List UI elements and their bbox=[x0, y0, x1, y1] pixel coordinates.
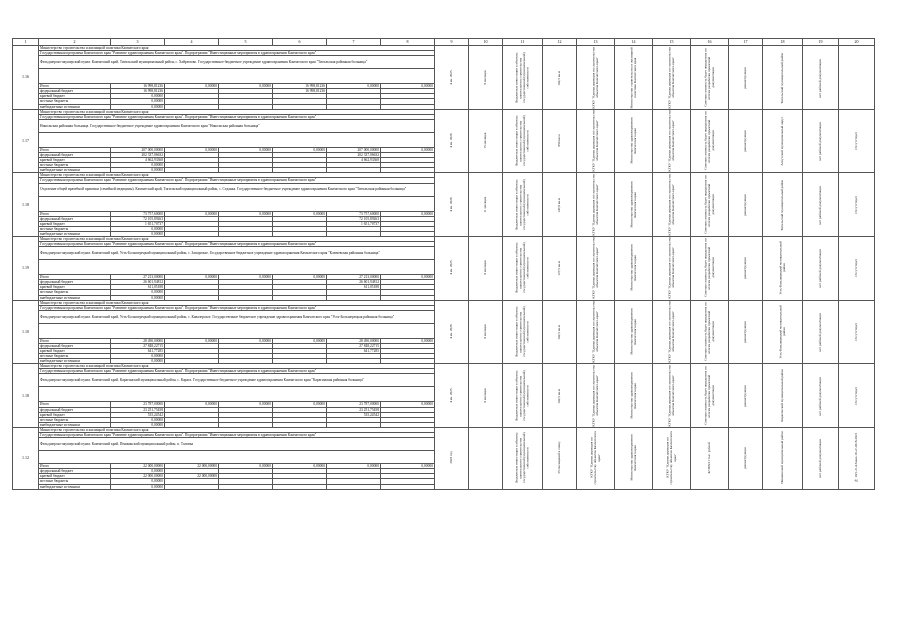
funding-source-label: Итого bbox=[39, 338, 111, 343]
column-number-16: 16 bbox=[691, 39, 729, 46]
column-number-15: 15 bbox=[653, 39, 691, 46]
col-c14: Министерство строительства и жилищной политики Камчатского края bbox=[615, 46, 653, 110]
amount-c6: 16 998,81236 bbox=[273, 89, 327, 94]
column-number-17: 17 bbox=[729, 39, 763, 46]
column-number-row bbox=[13, 39, 875, 46]
col-c10: 8 месяцев bbox=[469, 236, 503, 300]
funding-source-label: местные бюджеты bbox=[39, 354, 111, 359]
column-number-5: 5 bbox=[219, 39, 273, 46]
amount-c3: 0,00000 bbox=[111, 359, 165, 364]
funding-source-label: краевой бюджет bbox=[39, 94, 111, 99]
col-c17: реконструкция bbox=[729, 109, 763, 173]
col-c10 bbox=[469, 427, 503, 489]
amount-c7: 202 337,06632 bbox=[327, 152, 381, 157]
funding-source-label: внебюджетные источники bbox=[39, 168, 111, 173]
amount-c7: 23 251,75458 bbox=[327, 407, 381, 412]
amount-c3: 27 213,00000 bbox=[111, 275, 165, 280]
amount-c3: 207 000,00000 bbox=[111, 147, 165, 152]
row-number: 1.16 bbox=[13, 46, 39, 110]
row-number: 1.19 bbox=[13, 236, 39, 300]
funding-source-label: федеральный бюджет bbox=[39, 216, 111, 221]
col-c12: 127,5 кв.м bbox=[543, 236, 577, 300]
program-name: Государственная программа Камчатского края "Развитие здравоохранения Камчатского края". Подпрограмма "Инвестиционные мероприятия в здравоохранении Камчатского края" bbox=[39, 114, 435, 119]
funding-source-label: местные бюджеты bbox=[39, 163, 111, 168]
col-c19: нет рабочей документации bbox=[803, 236, 839, 300]
col-c9: 4 кв. 2025 bbox=[435, 236, 469, 300]
funding-source-label: Итого bbox=[39, 147, 111, 152]
object-name: Никольская районная больница. Государственное бюджетное учреждение здравоохранения Камчатского края "Никольская районная больница" bbox=[39, 119, 435, 132]
column-number-2: 2 bbox=[39, 39, 111, 46]
amount-c4: 22 000,00000 bbox=[165, 474, 219, 479]
col-c17: реконструкция bbox=[729, 236, 763, 300]
amount-c3: 1 651,70737 bbox=[111, 221, 165, 226]
col-c12: 25 посещений в смену bbox=[543, 427, 577, 489]
program-name: Государственная программа Камчатского края "Развитие здравоохранения Камчатского края". Подпрограмма "Инвестиционные мероприятия в здравоохранении Камчатского края" bbox=[39, 369, 435, 374]
funding-source-label: Итого bbox=[39, 275, 111, 280]
col-c11: Бюджетные инвестиции в объекты капитального строительства государственной (муниципальной) собственности bbox=[503, 427, 543, 489]
col-c13: КГКУ "Единая дирекция по строительству объектов Камчатского края" bbox=[577, 109, 615, 173]
column-number-1: 1 bbox=[13, 39, 39, 46]
amount-c6: 0,00000 bbox=[273, 402, 327, 407]
amount-c7: 26 601,94812 bbox=[327, 280, 381, 285]
col-c19: нет рабочей документации bbox=[803, 46, 839, 110]
program-name: Государственная программа Камчатского края "Развитие здравоохранения Камчатского края". Подпрограмма "Инвестиционные мероприятия в здравоохранении Камчатского края" bbox=[39, 178, 435, 183]
col-c14: Министерство здравоохранения Камчатского края bbox=[615, 427, 653, 489]
funding-source-label: федеральный бюджет bbox=[39, 152, 111, 157]
funding-source-label: Итого bbox=[39, 464, 111, 469]
amount-c5: 0,00000 bbox=[219, 84, 273, 89]
amount-c3: 641,77285 bbox=[111, 349, 165, 354]
block-org-row bbox=[13, 300, 875, 305]
amount-c7 bbox=[327, 484, 381, 489]
col-c20: Отсутствует bbox=[839, 109, 875, 173]
spacer-cell bbox=[39, 196, 435, 211]
col-c11: Бюджетные инвестиции в объекты капитального строительства государственной (муниципальной) собственности bbox=[503, 364, 543, 428]
spacer-cell bbox=[39, 387, 435, 402]
amount-c5: 0,00000 bbox=[219, 402, 273, 407]
funding-source-label: Итого bbox=[39, 84, 111, 89]
col-c16: Сметная стоимость будет определена по итогам разработки проектной документации bbox=[691, 300, 729, 364]
block-org-row bbox=[13, 236, 875, 241]
col-c17: реконструкция bbox=[729, 364, 763, 428]
column-number-20: 20 bbox=[839, 39, 875, 46]
funding-source-label: местные бюджеты bbox=[39, 479, 111, 484]
spacer-cell bbox=[39, 323, 435, 338]
funding-source-label: внебюджетные источники bbox=[39, 359, 111, 364]
col-c10: 11 месяцев bbox=[469, 173, 503, 237]
amount-c3: 0,00000 bbox=[111, 469, 165, 474]
funding-source-label: краевой бюджет bbox=[39, 412, 111, 417]
col-c11: Бюджетные инвестиции в объекты капитального строительства государственной (муниципальной) собственности bbox=[503, 109, 543, 173]
col-c17: реконструкция bbox=[729, 46, 763, 110]
amount-c3: 27 848,22715 bbox=[111, 343, 165, 348]
amount-c6: 0,00000 bbox=[273, 464, 327, 469]
amount-c4: 0,00000 bbox=[165, 211, 219, 216]
amount-c3: 0,00000 bbox=[111, 422, 165, 427]
column-number-9: 9 bbox=[435, 39, 469, 46]
funding-source-label: федеральный бюджет bbox=[39, 89, 111, 94]
amount-c4: 0,00000 bbox=[165, 275, 219, 280]
column-number-19: 19 bbox=[803, 39, 839, 46]
amount-c3: 0,00000 bbox=[111, 104, 165, 109]
col-c9: 4 кв. 2026 bbox=[435, 300, 469, 364]
col-c15: КГКУ "Единая дирекция по строительству объектов Камчатского края" bbox=[653, 173, 691, 237]
col-c15: КГКУ "Единая дирекция по строительству объектов Камчатского края" bbox=[653, 300, 691, 364]
col-c15: КГКУ "Единая дирекция по строительству объектов Камчатского края" bbox=[653, 427, 691, 489]
funding-source-label: краевой бюджет bbox=[39, 221, 111, 226]
funding-source-label: краевой бюджет bbox=[39, 285, 111, 290]
col-c12: 102,5 кв.м bbox=[543, 300, 577, 364]
spreadsheet bbox=[12, 38, 860, 490]
col-c15: КГКУ "Единая дирекция по строительству объектов Камчатского края" bbox=[653, 109, 691, 173]
funding-source-label: краевой бюджет bbox=[39, 349, 111, 354]
col-c11: Бюджетные инвестиции в объекты капитального строительства государственной (муниципальной) собственности bbox=[503, 46, 543, 110]
amount-c8 bbox=[381, 484, 435, 489]
org-name: Министерство строительства и жилищной политики Камчатского края bbox=[39, 236, 435, 241]
amount-c5: 0,00000 bbox=[219, 464, 273, 469]
funding-source-label: краевой бюджет bbox=[39, 474, 111, 479]
spacer-cell bbox=[39, 451, 435, 464]
amount-c6: 0,00000 bbox=[273, 275, 327, 280]
row-number: 1.10 bbox=[13, 300, 39, 364]
row-number: 1.12 bbox=[13, 427, 39, 489]
col-c19: нет рабочей документации bbox=[803, 427, 839, 489]
col-c17: реконструкция bbox=[729, 427, 763, 489]
col-c17: реконструкция bbox=[729, 300, 763, 364]
col-c13: КГКУ "Единая дирекция по строительству объектов Камчатского края" bbox=[577, 236, 615, 300]
column-number-13: 13 bbox=[577, 39, 615, 46]
col-c16: Сметная стоимость будет определена по итогам разработки проектной документации bbox=[691, 364, 729, 428]
amount-c3: 0,00000 bbox=[111, 231, 165, 236]
amount-c3: 0,00000 bbox=[111, 290, 165, 295]
amount-c4 bbox=[165, 484, 219, 489]
program-name: Государственная программа Камчатского края "Развитие здравоохранения Камчатского края". Подпрограмма "Инвестиционные мероприятия в здравоохранении Камчатского края" bbox=[39, 51, 435, 56]
col-c20: Отсутствует bbox=[839, 364, 875, 428]
col-c16: Сметная стоимость будет определена по итогам разработки проектной документации bbox=[691, 109, 729, 173]
col-c14: Министерство здравоохранения Камчатского края bbox=[615, 236, 653, 300]
funding-source-label: федеральный бюджет bbox=[39, 407, 111, 412]
funding-source-label: местные бюджеты bbox=[39, 417, 111, 422]
amount-c8: 0,00000 bbox=[381, 211, 435, 216]
funding-source-label: внебюджетные источники bbox=[39, 295, 111, 300]
col-c9: 4 кв. 2025 bbox=[435, 364, 469, 428]
col-c18: Тигильский муниципальный район bbox=[763, 46, 803, 110]
funding-source-label: внебюджетные источники bbox=[39, 104, 111, 109]
amount-c3: 26 601,94812 bbox=[111, 280, 165, 285]
amount-c7: 73 757,60000 bbox=[327, 211, 381, 216]
funding-source-label: краевой бюджет bbox=[39, 158, 111, 163]
col-c20: Отсутствует bbox=[839, 300, 875, 364]
amount-c4: 0,00000 bbox=[165, 338, 219, 343]
amount-c5: 0,00000 bbox=[219, 211, 273, 216]
amount-c8: 0,00000 bbox=[381, 84, 435, 89]
col-c12: 102,5 кв.м bbox=[543, 364, 577, 428]
col-c18: Усть-Большерецкий муниципальный район bbox=[763, 300, 803, 364]
amount-c6: 0,00000 bbox=[273, 211, 327, 216]
col-c16: Сметная стоимость будет определена по итогам разработки проектной документации bbox=[691, 236, 729, 300]
amount-c3: 28 490,00000 bbox=[111, 338, 165, 343]
col-c17: реконструкция bbox=[729, 173, 763, 237]
amount-c7: 1 651,70737 bbox=[327, 221, 381, 226]
funding-source-label: Итого bbox=[39, 211, 111, 216]
col-c11: Бюджетные инвестиции в объекты капитального строительства государственной (муниципальной) собственности bbox=[503, 300, 543, 364]
amount-c7: 23 787,00000 bbox=[327, 402, 381, 407]
col-c9: 4 кв. 2026 bbox=[435, 173, 469, 237]
col-c15: КГКУ "Единая дирекция по строительству объектов Камчатского края" bbox=[653, 236, 691, 300]
amount-c6: 0,00000 bbox=[273, 147, 327, 152]
col-c16: Сметная стоимость будет определена по итогам разработки проектной документации bbox=[691, 173, 729, 237]
amount-c3: 73 757,60000 bbox=[111, 211, 165, 216]
col-c13: КГКУ "Единая дирекция по строительству объектов Камчатского края" bbox=[577, 173, 615, 237]
amount-c3: 23 787,00000 bbox=[111, 402, 165, 407]
column-number-10: 10 bbox=[469, 39, 503, 46]
object-name: Фельдшерско-акушерский пункт. Камчатский край, Карагинский муниципальный район, с. Карага. Государственное бюджетное учреждение здравоохранения Камчатского края "Карагинская районная больница" bbox=[39, 374, 435, 387]
col-c20: № 10/1-2/-4 Заказ-16-2/-2018-2021 bbox=[839, 427, 875, 489]
col-c18: Тигильский муниципальный район bbox=[763, 173, 803, 237]
funding-source-label: местные бюджеты bbox=[39, 290, 111, 295]
block-org-row bbox=[13, 364, 875, 369]
funding-source-label: Итого bbox=[39, 402, 111, 407]
col-c14: Министерство здравоохранения Камчатского края bbox=[615, 300, 653, 364]
funding-source-label: внебюджетные источники bbox=[39, 422, 111, 427]
object-name: Отделение общей врачебной практики (семейной медицины). Камчатский край, Тигильский муниципальный район, с. Седанка. Государственное бюджетное учреждение здравоохранения Камчатского края "Тигильская районная больница" bbox=[39, 183, 435, 196]
col-c13: КГКУ "Единая дирекция по строительству объектов Камчатского края" bbox=[577, 427, 615, 489]
amount-c3: 16 998,81236 bbox=[111, 89, 165, 94]
amount-c7: 28 490,00000 bbox=[327, 338, 381, 343]
amount-c8: 0,00000 bbox=[381, 338, 435, 343]
program-name: Государственная программа Камчатского края "Развитие здравоохранения Камчатского края". Подпрограмма "Инвестиционные мероприятия в здравоохранении Камчатского края" bbox=[39, 433, 435, 438]
column-number-11: 11 bbox=[503, 39, 543, 46]
funding-source-label: федеральный бюджет bbox=[39, 469, 111, 474]
amount-c3: 0,00000 bbox=[111, 484, 165, 489]
amount-c6: 16 998,81236 bbox=[273, 84, 327, 89]
object-name: Фельдшерско-акушерский пункт. Камчатский край, Пенжинский муниципальный район, п. Таловка bbox=[39, 438, 435, 451]
amount-c6 bbox=[273, 484, 327, 489]
amount-c3: 0,00000 bbox=[111, 163, 165, 168]
funding-source-label: федеральный бюджет bbox=[39, 343, 111, 348]
program-name: Государственная программа Камчатского края "Развитие здравоохранения Камчатского края". Подпрограмма "Инвестиционные мероприятия в здравоохранении Камчатского края" bbox=[39, 242, 435, 247]
amount-c7: 611,05188 bbox=[327, 285, 381, 290]
col-c15: КГКУ "Единая дирекция по строительству объектов Камчатского края" bbox=[653, 364, 691, 428]
amount-c3: 0,00000 bbox=[111, 226, 165, 231]
object-name: Фельдшерско-акушерский пункт. Камчатский край, Тигильский муниципальный район, с. Хайрюзово. Государственное бюджетное учреждение здравоохранения Камчатского края "Тигильская районная больница" bbox=[39, 56, 435, 69]
amount-c5: 0,00000 bbox=[219, 338, 273, 343]
row-number: 1.18 bbox=[13, 173, 39, 237]
funding-source-label: внебюджетные источники bbox=[39, 484, 111, 489]
amount-c5 bbox=[219, 484, 273, 489]
amount-c4: 22 000,00000 bbox=[165, 464, 219, 469]
amount-c5: 0,00000 bbox=[219, 147, 273, 152]
col-c9: 4 кв. 2025 bbox=[435, 46, 469, 110]
col-c16: Сметная стоимость будет определена по итогам разработки проектной документации bbox=[691, 46, 729, 110]
column-number-8: 8 bbox=[381, 39, 435, 46]
amount-c3: 16 998,81236 bbox=[111, 84, 165, 89]
amount-c7: 0,00000 bbox=[327, 464, 381, 469]
col-c12: 147,8 кв.м bbox=[543, 173, 577, 237]
amount-c3: 0,00000 bbox=[111, 168, 165, 173]
column-number-18: 18 bbox=[763, 39, 803, 46]
amount-c5: 0,00000 bbox=[219, 275, 273, 280]
amount-c3: 0,00000 bbox=[111, 479, 165, 484]
org-name: Министерство строительства и жилищной политики Камчатского края bbox=[39, 427, 435, 432]
amount-c8: 0,00000 bbox=[381, 275, 435, 280]
amount-c8: 0,00000 bbox=[381, 464, 435, 469]
amount-c7: 535,24542 bbox=[327, 412, 381, 417]
col-c14: Министерство здравоохранения Камчатского края bbox=[615, 109, 653, 173]
row-number: 1.17 bbox=[13, 109, 39, 173]
amount-c7: 0,00000 bbox=[327, 84, 381, 89]
amount-c7: 207 000,00000 bbox=[327, 147, 381, 152]
column-number-6: 6 bbox=[273, 39, 327, 46]
amount-c7: 27 848,22715 bbox=[327, 343, 381, 348]
org-name: Министерство строительства и жилищной политики Камчатского края bbox=[39, 46, 435, 51]
col-c11: Бюджетные инвестиции в объекты капитального строительства государственной (муниципальной) собственности bbox=[503, 173, 543, 237]
spacer-cell bbox=[39, 69, 435, 84]
amount-c3: 0,00000 bbox=[111, 417, 165, 422]
col-c20 bbox=[839, 46, 875, 110]
amount-c3: 0,00000 bbox=[111, 295, 165, 300]
col-c14: Министерство здравоохранения Камчатского края bbox=[615, 173, 653, 237]
col-c20: Отсутствует bbox=[839, 173, 875, 237]
amount-c4: 0,00000 bbox=[165, 402, 219, 407]
org-name: Министерство строительства и жилищной политики Камчатского края bbox=[39, 300, 435, 305]
amount-c7: 641,77285 bbox=[327, 349, 381, 354]
col-c13: КГКУ "Единая дирекция по строительству объектов Камчатского края" bbox=[577, 364, 615, 428]
block-org-row bbox=[13, 109, 875, 114]
column-number-14: 14 bbox=[615, 39, 653, 46]
col-c18: Алеутский муниципальный округ bbox=[763, 109, 803, 173]
col-c15: КГКУ "Единая дирекция по строительству объектов Камчатского края" bbox=[653, 46, 691, 110]
object-name: Фельдшерско-акушерский пункт. Камчатский край, Усть-Большерецкий муниципальный район, с. Запорожье. Государственное бюджетное учреждение здравоохранения Камчатского края "Ключевская районная больница" bbox=[39, 247, 435, 260]
col-c10: 8 месяцев bbox=[469, 46, 503, 110]
col-c19: нет рабочей документации bbox=[803, 109, 839, 173]
amount-c4: 0,00000 bbox=[165, 84, 219, 89]
row-number: 1.18 bbox=[13, 364, 39, 428]
investment-table bbox=[12, 38, 875, 490]
amount-c3: 611,05188 bbox=[111, 285, 165, 290]
spacer-cell bbox=[39, 260, 435, 275]
amount-c3: 0,00000 bbox=[111, 354, 165, 359]
col-c11: Бюджетные инвестиции в объекты капитального строительства государственной (муниципальной) собственности bbox=[503, 236, 543, 300]
amount-c7: 72 105,89263 bbox=[327, 216, 381, 221]
col-c9: 2023 год bbox=[435, 427, 469, 489]
col-c10: 15 месяцев bbox=[469, 109, 503, 173]
amount-c3: 72 105,89263 bbox=[111, 216, 165, 221]
col-c19: нет рабочей документации bbox=[803, 364, 839, 428]
col-c13: КГКУ "Единая дирекция по строительству объектов Камчатского края" bbox=[577, 300, 615, 364]
amount-c3: 535,24542 bbox=[111, 412, 165, 417]
block-org-row bbox=[13, 46, 875, 51]
amount-c4: 0,00000 bbox=[165, 147, 219, 152]
column-number-3: 3 bbox=[111, 39, 165, 46]
amount-c3: 23 251,75458 bbox=[111, 407, 165, 412]
object-name: Фельдшерско-акушерский пункт. Камчатский край, Усть-Большерецкий муниципальный район, с. Кавалерское. Государственное бюджетное учреждение здравоохранения Камчатского края "Усть-Большерецкая районная больница" bbox=[39, 310, 435, 323]
amount-c6: 0,00000 bbox=[273, 338, 327, 343]
amount-c3: 4 662,93368 bbox=[111, 158, 165, 163]
col-c9: 4 кв. 2026 bbox=[435, 109, 469, 173]
col-c16: 42 668,51 тыс. рублей bbox=[691, 427, 729, 489]
amount-c8: 0,00000 bbox=[381, 147, 435, 152]
program-name: Государственная программа Камчатского края "Развитие здравоохранения Камчатского края". Подпрограмма "Инвестиционные мероприятия в здравоохранении Камчатского края" bbox=[39, 305, 435, 310]
amount-c3: 22 000,00000 bbox=[111, 474, 165, 479]
spacer-cell bbox=[39, 132, 435, 147]
col-c18: Усть-Большерецкий муниципальный район bbox=[763, 236, 803, 300]
funding-source-label: местные бюджеты bbox=[39, 99, 111, 104]
org-name: Министерство строительства и жилищной политики Камчатского края bbox=[39, 173, 435, 178]
amount-c7: 27 213,00000 bbox=[327, 275, 381, 280]
funding-source-label: внебюджетные источники bbox=[39, 231, 111, 236]
amount-c7: 4 662,93368 bbox=[327, 158, 381, 163]
org-name: Министерство строительства и жилищной политики Камчатского края bbox=[39, 364, 435, 369]
amount-c3: 0,00000 bbox=[111, 94, 165, 99]
col-c18: Пенжинский муниципальный район bbox=[763, 427, 803, 489]
col-c12: 950 кв.м bbox=[543, 109, 577, 173]
column-number-12: 12 bbox=[543, 39, 577, 46]
org-name: Министерство строительства и жилищной политики Камчатского края bbox=[39, 109, 435, 114]
col-c12: 102,5 кв.м bbox=[543, 46, 577, 110]
column-number-7: 7 bbox=[327, 39, 381, 46]
col-c19: нет рабочей документации bbox=[803, 300, 839, 364]
amount-c3: 202 337,06632 bbox=[111, 152, 165, 157]
col-c18: Карагинский муниципальный район bbox=[763, 364, 803, 428]
block-org-row bbox=[13, 173, 875, 178]
funding-source-label: федеральный бюджет bbox=[39, 280, 111, 285]
funding-source-label: местные бюджеты bbox=[39, 226, 111, 231]
col-c14: Министерство здравоохранения Камчатского края bbox=[615, 364, 653, 428]
col-c19: нет рабочей документации bbox=[803, 173, 839, 237]
col-c10: 8 месяцев bbox=[469, 300, 503, 364]
block-org-row bbox=[13, 427, 875, 432]
column-number-4: 4 bbox=[165, 39, 219, 46]
col-c10: 8 месяцев bbox=[469, 364, 503, 428]
col-c20: Отсутствует bbox=[839, 236, 875, 300]
amount-c3: 22 000,00000 bbox=[111, 464, 165, 469]
amount-c3: 0,00000 bbox=[111, 99, 165, 104]
amount-c8: 0,00000 bbox=[381, 402, 435, 407]
col-c13: КГКУ "Единая дирекция по строительству объектов Камчатского края" bbox=[577, 46, 615, 110]
